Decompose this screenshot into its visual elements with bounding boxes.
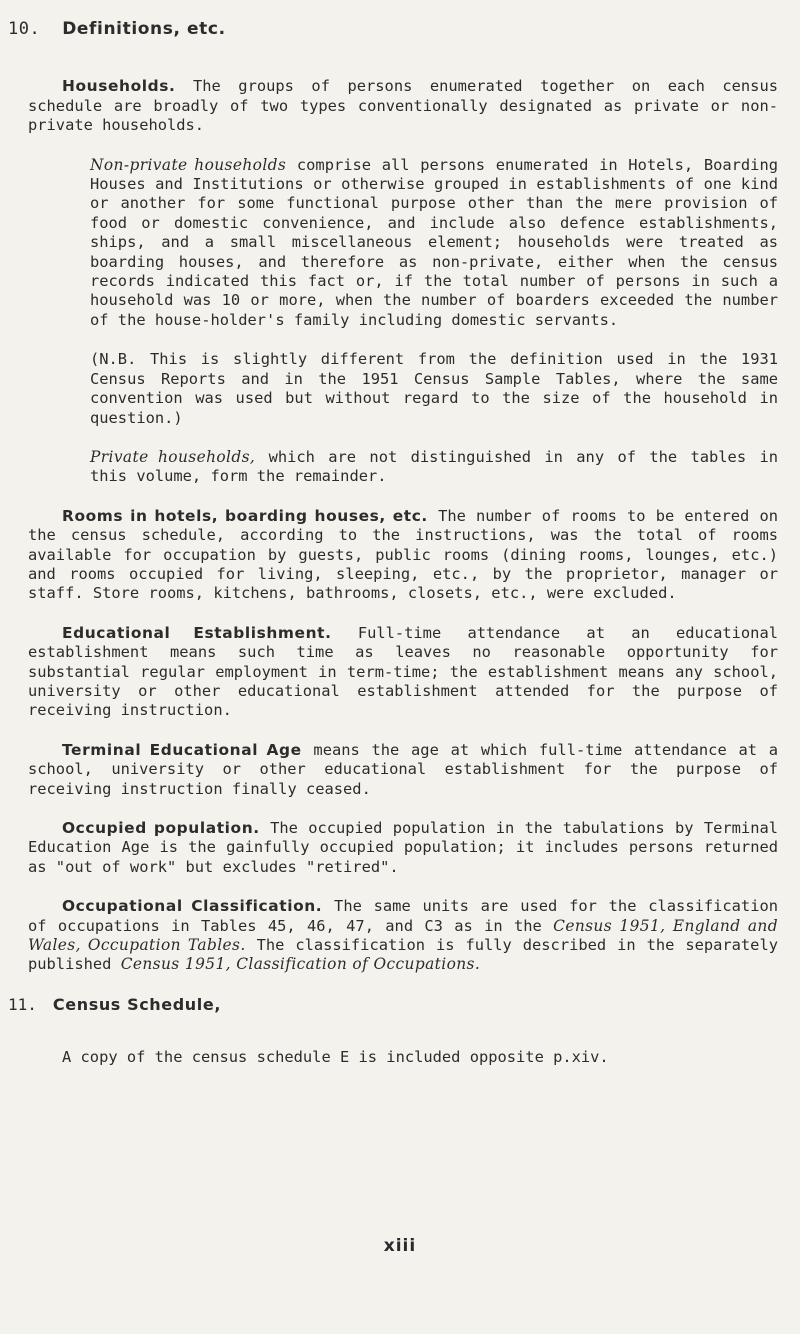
text-occupational-a: The same units are used for the classification of occupations in Tables 45, 46, 47, and C3 as in the: [28, 897, 778, 935]
ital-occupation-tables: Census 1951, England and Wales, Occupation Tables.: [28, 916, 778, 955]
term-households: Households.: [62, 77, 176, 96]
section-heading-10: [8, 20, 778, 39]
term-occupational: Occupational Classification.: [62, 897, 323, 916]
text-private: which are not distinguished in any of the tables in this volume, form the remainder.: [90, 447, 778, 486]
text-households: The groups of persons enumerated together on each census schedule are broadly of two types conventionally designated as private or non-private households.: [28, 77, 778, 135]
text-occupational-b: The classification is fully described in the separately published: [28, 936, 778, 974]
text-schedule: A copy of the census schedule E is included opposite p.xiv.: [62, 1048, 609, 1067]
term-rooms: Rooms in hotels, boarding houses, etc.: [62, 506, 428, 525]
section-heading-11: [8, 995, 778, 1014]
term-occupied: Occupied population.: [62, 819, 260, 837]
paragraph-occupational: [28, 897, 778, 975]
term-non-private: Non-private households: [90, 155, 287, 174]
text-educational: Full-time attendance at an educational establishment means such time as leaves no reasonable opportunity for substantial regular employment in term-time; the establishment means any school, university or other educational establishment attended for the purpose of receiving instruction.: [28, 623, 778, 720]
text-rooms: The number of rooms to be entered on the census schedule, according to the instructions, was the total of rooms available for occupation by guests, public rooms (dining rooms, lounges, etc.) and rooms occupied for living, sleeping, etc., by the proprietor, manager or staff. Store rooms, kitchens, bathrooms, closets, etc., were excluded.: [28, 506, 778, 603]
paragraph-households: [28, 77, 778, 135]
paragraph-private: [28, 448, 778, 487]
text-terminal: means the age at which full-time attendance at a school, university or other educational establishment for the purpose of receiving instruction finally ceased.: [28, 740, 778, 798]
paragraph-rooms: [28, 507, 778, 604]
ital-classification: Census 1951, Classification of Occupations.: [120, 955, 481, 974]
term-terminal: Terminal Educational Age: [62, 740, 302, 759]
section-title: Census Schedule,: [52, 994, 222, 1014]
paragraph-non-private: [28, 156, 778, 331]
text-non-private: comprise all persons enumerated in Hotels, Boarding Houses and Institutions or otherwise grouped in establishments of one kind or another for some functional purpose other than the mere provision of food or domestic convenience, and include also defence establishments, ships, and a small miscellaneous element; households were treated as boarding houses, and therefore as non-private, either when the census records indicated this fact or, if the total number of persons in such a household was 10 or more, when the number of boarders exceeded the number of the house-holder's family including domestic servants.: [90, 155, 778, 329]
text-occupied: The occupied population in the tabulations by Terminal Education Age is the gainfully occupied population; it includes persons returned as "out of work" but excludes "retired".: [28, 819, 778, 876]
section-number: 10.: [8, 19, 41, 39]
paragraph-schedule: [28, 1048, 778, 1067]
text-nb: (N.B. This is slightly different from the definition used in the 1931 Census Reports and in the 1951 Census Sample Tables, where the same convention was used but without regard to the size of the household in question.): [90, 350, 778, 427]
page-number: xiii: [383, 1236, 417, 1256]
paragraph-nb: [28, 350, 778, 428]
section-title: Definitions, etc.: [62, 19, 226, 39]
paragraph-occupied: [28, 819, 778, 877]
section-number: 11.: [8, 994, 37, 1014]
paragraph-educational: [28, 624, 778, 721]
term-private: Private households,: [90, 447, 256, 466]
paragraph-terminal: [28, 741, 778, 799]
term-educational: Educational Establishment.: [62, 623, 332, 642]
